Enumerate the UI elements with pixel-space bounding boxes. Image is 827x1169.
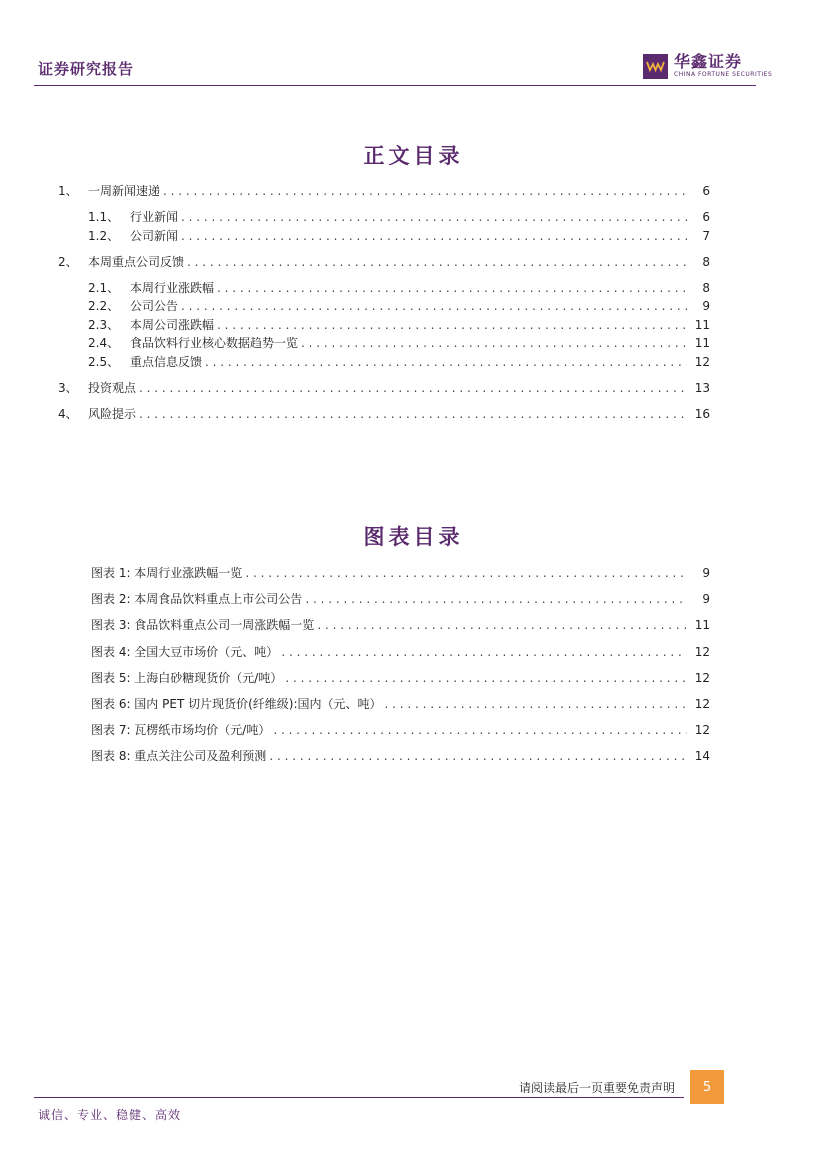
- toc-item-page: 8: [702, 255, 710, 269]
- leader-dots: [205, 354, 687, 370]
- toc-item-label: 投资观点: [88, 381, 137, 395]
- toc-item[interactable]: [58, 254, 710, 270]
- leader-dots: [273, 722, 687, 738]
- leader-dots: [139, 406, 687, 422]
- toc-item[interactable]: [88, 209, 710, 225]
- toc-item-label: 本周行业涨跌幅: [130, 281, 215, 295]
- figure-toc-item[interactable]: [91, 617, 710, 633]
- report-type-label: 证券研究报告: [38, 60, 135, 78]
- figure-toc-page: 9: [702, 566, 710, 580]
- figure-toc-page: 14: [694, 749, 710, 763]
- toc-main-title: 正文目录: [363, 143, 464, 168]
- toc-item-number: 1.2、: [88, 229, 120, 243]
- company-motto: 诚信、专业、稳健、高效: [38, 1108, 182, 1122]
- figure-toc-page: 12: [694, 671, 710, 685]
- toc-item[interactable]: [88, 354, 710, 370]
- toc-item[interactable]: [58, 406, 710, 422]
- toc-figures-title: 图表目录: [363, 524, 464, 549]
- toc-item[interactable]: [58, 380, 710, 396]
- toc-item[interactable]: [88, 298, 710, 314]
- toc-item-number: 4、: [58, 407, 78, 421]
- toc-item-page: 6: [702, 184, 710, 198]
- header-divider: [34, 85, 756, 86]
- figure-toc-page: 9: [702, 592, 710, 606]
- toc-item-page: 16: [694, 407, 710, 421]
- logo-name-cn: 华鑫证券: [674, 52, 743, 71]
- toc-item-number: 2.4、: [88, 336, 120, 350]
- toc-item[interactable]: [88, 335, 710, 351]
- page-number-badge: 5: [690, 1070, 724, 1104]
- leader-dots: [245, 565, 687, 581]
- figure-toc-item[interactable]: [91, 748, 710, 764]
- toc-item-label: 行业新闻: [130, 210, 179, 224]
- toc-item-page: 7: [702, 229, 710, 243]
- leader-dots: [269, 748, 687, 764]
- figure-toc-page: 12: [694, 723, 710, 737]
- toc-item-label: 本周重点公司反馈: [88, 255, 185, 269]
- figure-toc-label: 图表 1: 本周行业涨跌幅一览: [91, 566, 243, 580]
- leader-dots: [281, 644, 687, 660]
- toc-item-number: 2.3、: [88, 318, 120, 332]
- figure-toc-label: 图表 4: 全国大豆市场价（元、吨）: [91, 645, 279, 659]
- leader-dots: [305, 591, 687, 607]
- figure-toc-page: 12: [694, 645, 710, 659]
- toc-item-page: 11: [694, 318, 710, 332]
- toc-item-page: 6: [702, 210, 710, 224]
- toc-item-number: 2.5、: [88, 355, 120, 369]
- leader-dots: [317, 617, 687, 633]
- disclaimer-notice: 请阅读最后一页重要免责声明: [519, 1081, 676, 1095]
- leader-dots: [181, 298, 687, 314]
- toc-item[interactable]: [58, 183, 710, 199]
- figure-toc-label: 图表 6: 国内 PET 切片现货价(纤维级):国内（元、吨）: [91, 697, 382, 711]
- logo-mark-icon: [643, 54, 668, 79]
- toc-item-label: 食品饮料行业核心数据趋势一览: [130, 336, 299, 350]
- toc-item[interactable]: [88, 317, 710, 333]
- leader-dots: [385, 696, 688, 712]
- leader-dots: [181, 209, 687, 225]
- leader-dots: [187, 254, 687, 270]
- figure-toc-label: 图表 3: 食品饮料重点公司一周涨跌幅一览: [91, 618, 315, 632]
- figure-toc-item[interactable]: [91, 565, 710, 581]
- toc-item-label: 一周新闻速递: [88, 184, 161, 198]
- toc-item-page: 9: [702, 299, 710, 313]
- toc-item-label: 本周公司涨跌幅: [130, 318, 215, 332]
- toc-item-page: 12: [694, 355, 710, 369]
- toc-item-label: 公司新闻: [130, 229, 179, 243]
- figure-toc-label: 图表 2: 本周食品饮料重点上市公司公告: [91, 592, 303, 606]
- toc-item-label: 公司公告: [130, 299, 179, 313]
- toc-item-label: 重点信息反馈: [130, 355, 203, 369]
- leader-dots: [163, 183, 687, 199]
- toc-item[interactable]: [88, 228, 710, 244]
- toc-item-page: 8: [702, 281, 710, 295]
- figure-toc-label: 图表 7: 瓦楞纸市场均价（元/吨）: [91, 723, 271, 737]
- toc-item-number: 1、: [58, 184, 78, 198]
- figure-toc-label: 图表 8: 重点关注公司及盈利预测: [91, 749, 267, 763]
- leader-dots: [285, 670, 687, 686]
- footer-divider: [34, 1097, 684, 1098]
- figure-toc-page: 11: [694, 618, 710, 632]
- leader-dots: [181, 228, 687, 244]
- figure-toc-label: 图表 5: 上海白砂糖现货价（元/吨）: [91, 671, 283, 685]
- toc-item-page: 13: [694, 381, 710, 395]
- company-logo: [643, 53, 772, 79]
- toc-item-page: 11: [694, 336, 710, 350]
- figure-toc-page: 12: [694, 697, 710, 711]
- figure-toc-item[interactable]: [91, 722, 710, 738]
- figure-toc-item[interactable]: [91, 644, 710, 660]
- toc-item-number: 1.1、: [88, 210, 120, 224]
- toc-item-number: 3、: [58, 381, 78, 395]
- leader-dots: [301, 335, 687, 351]
- leader-dots: [139, 380, 687, 396]
- toc-item-label: 风险提示: [88, 407, 137, 421]
- leader-dots: [217, 317, 687, 333]
- toc-item-number: 2.1、: [88, 281, 120, 295]
- toc-item-number: 2、: [58, 255, 78, 269]
- toc-item-number: 2.2、: [88, 299, 120, 313]
- figure-toc-item[interactable]: [91, 696, 710, 712]
- logo-name-en: CHINA FORTUNE SECURITIES: [674, 71, 773, 78]
- toc-item[interactable]: [88, 280, 710, 296]
- figure-toc-item[interactable]: [91, 591, 710, 607]
- leader-dots: [217, 280, 687, 296]
- figure-toc-item[interactable]: [91, 670, 710, 686]
